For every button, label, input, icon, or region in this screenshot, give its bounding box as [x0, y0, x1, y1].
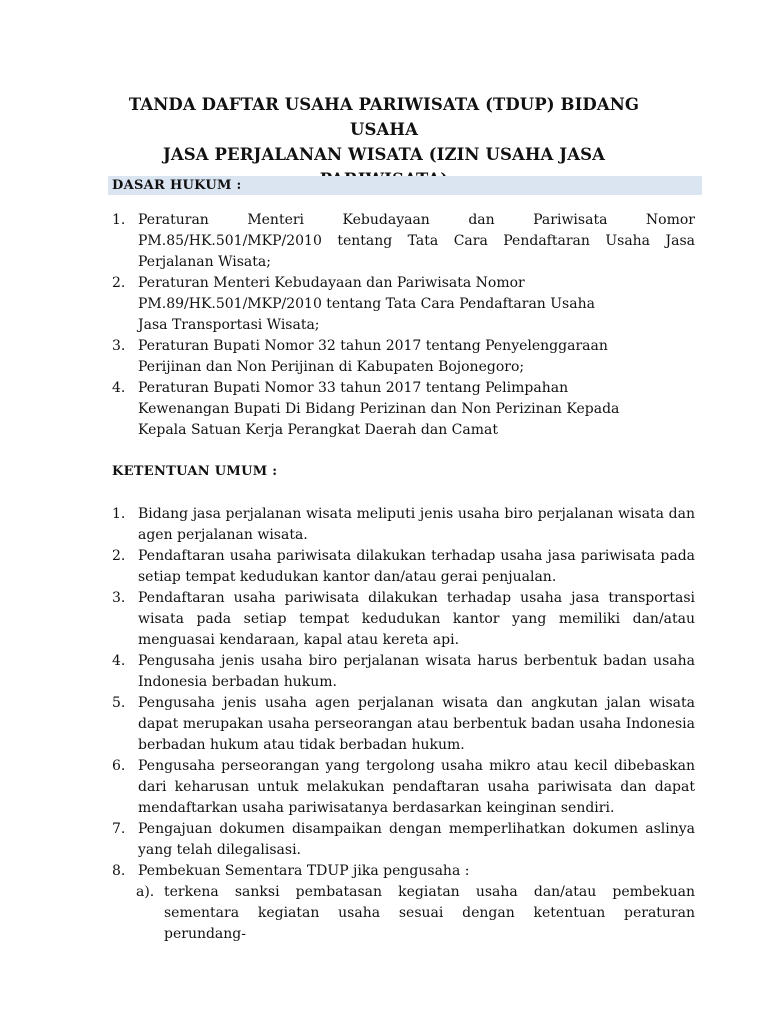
list-number: 3.: [112, 338, 126, 354]
list-item: [112, 819, 695, 861]
dasar-hukum-heading: DASAR HUKUM :: [112, 178, 242, 193]
list-number: 1.: [112, 212, 126, 228]
list-item: [112, 693, 695, 756]
list-text: Pengajuan dokumen disampaikan dengan memperlihatkan dokumen aslinya yang telah dilegalisasi.: [138, 821, 695, 858]
list-number: 4.: [112, 653, 126, 669]
list-item: [112, 273, 695, 336]
list-number: 5.: [112, 695, 126, 711]
list-item: [112, 378, 695, 441]
list-text: Bidang jasa perjalanan wisata meliputi jenis usaha biro perjalanan wisata dan agen perjalanan wisata.: [138, 506, 695, 543]
sub-list-text: terkena sanksi pembatasan kegiatan usaha dan/atau pembekuan sementara kegiatan usaha sesuai dengan ketentuan peraturan perundang-: [164, 884, 695, 942]
title-line-1: TANDA DAFTAR USAHA PARIWISATA (TDUP) BIDANG USAHA: [128, 95, 640, 139]
list-number: 2.: [112, 275, 126, 291]
dasar-hukum-list: [112, 210, 695, 441]
list-number: 1.: [112, 506, 126, 522]
list-text: Pengusaha jenis usaha biro perjalanan wisata harus berbentuk badan usaha Indonesia berbadan hukum.: [138, 653, 695, 690]
ketentuan-umum-list: [112, 504, 695, 945]
list-number: 7.: [112, 821, 126, 837]
list-text: Peraturan Menteri Kebudayaan dan Pariwisata Nomor PM.85/HK.501/MKP/2010 tentang Tata Cara Pendaftaran Usaha Jasa Perjalanan Wisata;: [138, 212, 695, 270]
sub-list-number: a).: [136, 884, 155, 900]
list-number: 2.: [112, 548, 126, 564]
list-text: Pendaftaran usaha pariwisata dilakukan terhadap usaha jasa transportasi wisata pada setiap tempat kedudukan kantor yang memiliki dan/atau menguasai kendaraan, kapal atau kereta api.: [138, 590, 695, 648]
title-line-2: JASA PERJALANAN WISATA (IZIN USAHA JASA: [162, 145, 606, 164]
list-text-line: Peraturan Bupati Nomor 32 tahun 2017 tentang Penyelenggaraan: [138, 338, 608, 354]
list-item: [112, 504, 695, 546]
list-number: 4.: [112, 380, 126, 396]
list-text-line: Kewenangan Bupati Di Bidang Perizinan dan Non Perizinan Kepada: [138, 401, 620, 417]
list-text: Pendaftaran usaha pariwisata dilakukan terhadap usaha jasa pariwisata pada setiap tempat kedudukan kantor dan/atau gerai penjualan.: [138, 548, 695, 585]
list-text: Pembekuan Sementara TDUP jika pengusaha :: [138, 863, 470, 879]
list-text-line: Peraturan Menteri Kebudayaan dan Pariwisata Nomor: [138, 275, 525, 291]
list-text-line: Kepala Satuan Kerja Perangkat Daerah dan Camat: [138, 422, 498, 438]
list-item: [112, 588, 695, 651]
list-text-line: Jasa Transportasi Wisata;: [138, 317, 320, 333]
list-item: [112, 756, 695, 819]
ketentuan-umum-heading: KETENTUAN UMUM :: [112, 464, 278, 479]
list-text: Pengusaha jenis usaha agen perjalanan wisata dan angkutan jalan wisata dapat merupakan usaha perseorangan atau berbentuk badan usaha Indonesia berbadan hukum atau tidak berbadan hukum.: [138, 695, 695, 753]
list-text-line: Peraturan Bupati Nomor 33 tahun 2017 tentang Pelimpahan: [138, 380, 569, 396]
list-text-line: PM.89/HK.501/MKP/2010 tentang Tata Cara Pendaftaran Usaha: [138, 296, 595, 312]
list-item: [112, 651, 695, 693]
list-text-line: Perijinan dan Non Perijinan di Kabupaten Bojonegoro;: [138, 359, 525, 375]
list-item: [112, 210, 695, 273]
list-item: [112, 861, 695, 945]
sub-list-item: [138, 882, 695, 945]
list-number: 3.: [112, 590, 126, 606]
list-item: [112, 336, 695, 378]
list-number: 6.: [112, 758, 126, 774]
list-item: [112, 546, 695, 588]
list-number: 8.: [112, 863, 126, 879]
list-text: Pengusaha perseorangan yang tergolong usaha mikro atau kecil dibebaskan dari keharusan untuk melakukan pendaftaran usaha pariwisata dan dapat mendaftarkan usaha pariwisatanya berdasarkan keinginan sendiri.: [138, 758, 695, 816]
